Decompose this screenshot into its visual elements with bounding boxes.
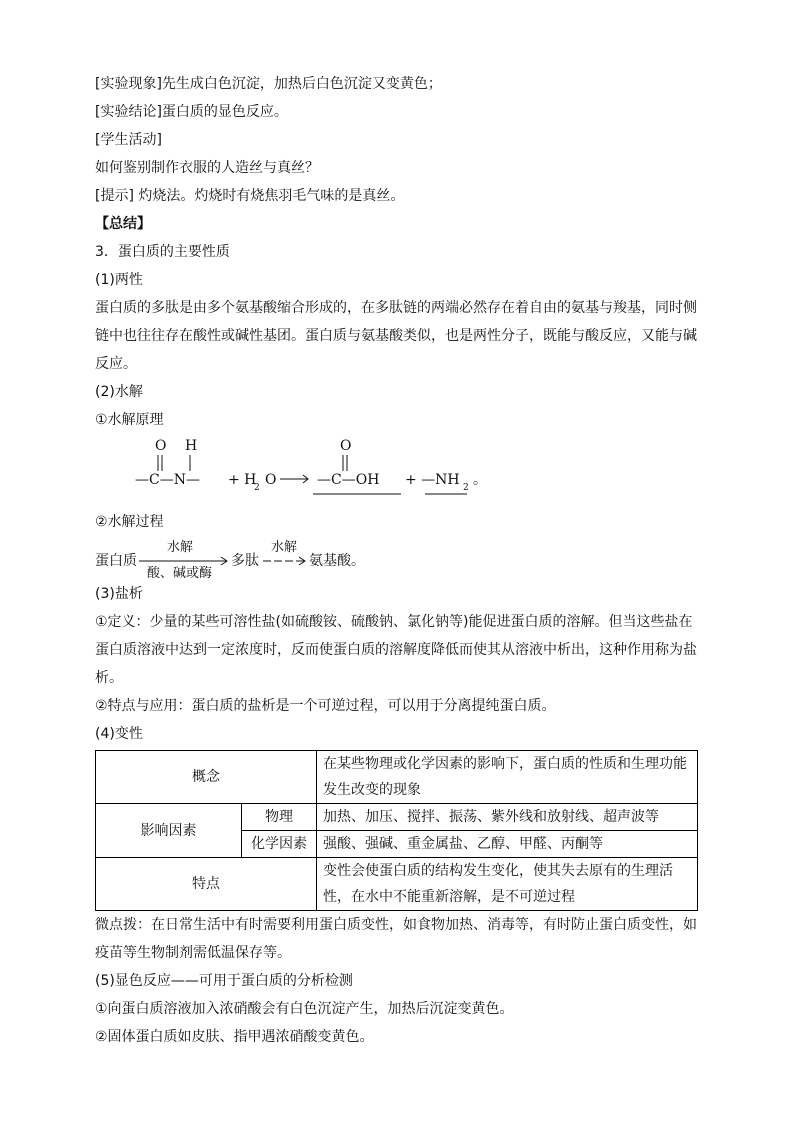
- reaction-arrow-1: [139, 554, 231, 568]
- formula-text: O: [155, 438, 167, 454]
- text-line: (2)水解: [95, 384, 143, 400]
- text-line: ②水解过程: [95, 514, 164, 530]
- arrow-label-top: 水解: [271, 540, 298, 555]
- text-line: [实验现象]先生成白色沉淀，加热后白色沉淀又变黄色；: [95, 76, 442, 92]
- hydrolysis-equation: [95, 436, 700, 506]
- reaction-arrow-2: [263, 554, 309, 568]
- table-cell: 加热、加压、搅拌、振荡、紫外线和放射线、超声波等: [317, 804, 698, 831]
- text-line: [提示] 灼烧法。灼烧时有烧焦羽毛气味的是真丝。: [95, 188, 405, 204]
- formula-text: + H: [228, 472, 257, 488]
- process-start: 蛋白质: [95, 553, 137, 569]
- text-line: (4)变性: [95, 726, 143, 742]
- arrow-label-top: 水解: [167, 540, 194, 555]
- process-end: 氨基酸。: [309, 553, 365, 569]
- table-row: [96, 804, 698, 831]
- hydrolysis-process: [95, 536, 700, 580]
- document-page: [95, 70, 700, 1051]
- table-sub-cell: 物理: [242, 804, 317, 831]
- text-line: ②特点与应用：蛋白质的盐析是一个可逆过程，可以用于分离提纯蛋白质。: [95, 698, 556, 714]
- formula-text: O: [265, 472, 277, 488]
- text-line: [实验结论]蛋白质的显色反应。: [95, 104, 288, 120]
- formula-text: H: [185, 438, 198, 454]
- table-head-cell: 概念: [96, 751, 317, 804]
- table-row: [96, 751, 698, 804]
- table-cell: 在某些物理或化学因素的影响下，蛋白质的性质和生理功能发生改变的现象: [317, 751, 698, 804]
- table-row: [96, 858, 698, 911]
- text-line: (3)盐析: [95, 586, 143, 602]
- text-line: 如何鉴别制作衣服的人造丝与真丝？: [95, 160, 319, 176]
- text-line: (5)显色反应——可用于蛋白质的分析检测: [95, 973, 353, 989]
- section-heading: 【总结】: [95, 216, 151, 232]
- paragraph: ①定义：少量的某些可溶性盐(如硫酸铵、硫酸钠、氯化钠等)能促进蛋白质的溶解。但当这些盐在蛋白质溶液中达到一定浓度时，反而使蛋白质的溶解度降低而使其从溶液中析出，这种作用称为盐析。: [95, 614, 697, 686]
- text-line: ①水解原理: [95, 412, 164, 428]
- paragraph: 蛋白质的多肽是由多个氨基酸缩合形成的，在多肽链的两端必然存在着自由的氨基与羧基，同时侧链中也往往存在酸性或碱性基团。蛋白质与氨基酸类似，也是两性分子，既能与酸反应，又能与碱反应。: [95, 300, 697, 372]
- table-head-cell: 影响因素: [96, 804, 242, 858]
- formula-text: 2: [463, 483, 469, 493]
- text-line: ②固体蛋白质如皮肤、指甲遇浓硝酸变黄色。: [95, 1029, 374, 1045]
- arrow-label-bottom: 酸、碱或酶: [147, 566, 213, 581]
- text-line: 3．蛋白质的主要性质: [95, 244, 230, 260]
- text-line: [学生活动]: [95, 132, 162, 148]
- formula-text: 。: [473, 472, 487, 488]
- formula-text: + —NH: [405, 472, 460, 488]
- equation-drawing: [95, 436, 495, 506]
- table-cell: 变性会使蛋白质的结构发生变化，使其失去原有的生理活性，在水中不能重新溶解，是不可逆过程: [317, 858, 698, 911]
- text-line: (1)两性: [95, 272, 143, 288]
- denaturation-table: [95, 750, 698, 911]
- formula-text: —C—N—: [135, 472, 200, 488]
- text-line: ①向蛋白质溶液加入浓硝酸会有白色沉淀产生，加热后沉淀变黄色。: [95, 1001, 514, 1017]
- table-sub-cell: 化学因素: [242, 831, 317, 858]
- process-mid: 多肽: [231, 553, 259, 569]
- formula-text: —C—OH: [317, 472, 380, 488]
- formula-text: 2: [254, 483, 260, 493]
- table-cell: 强酸、强碱、重金属盐、乙醇、甲醛、丙酮等: [317, 831, 698, 858]
- paragraph: 微点拨：在日常生活中有时需要利用蛋白质变性，如食物加热、消毒等，有时防止蛋白质变性，如疫苗等生物制剂需低温保存等。: [95, 917, 697, 961]
- table-head-cell: 特点: [96, 858, 317, 911]
- formula-text: O: [340, 438, 352, 454]
